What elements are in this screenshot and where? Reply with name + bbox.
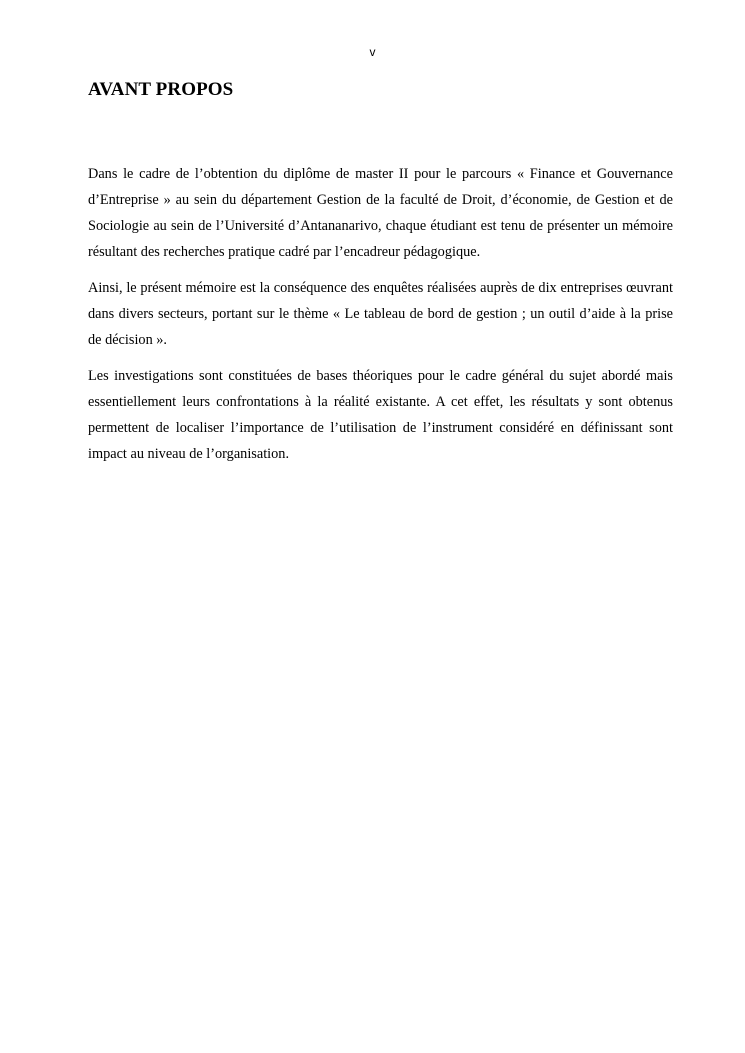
paragraph-context: Dans le cadre de l’obtention du diplôme de master II pour le parcours « Finance et Gouvernance d’Entreprise » au sein du département Gestion de la faculté de Droit, d’économie, de Gestion et de Sociologie au sein de l’Université d’Antananarivo, chaque étudiant est tenu de présenter un mémoire résultant des recherches pratique cadré par l’encadreur pédagogique. [88, 166, 673, 260]
section-title: AVANT PROPOS [88, 79, 234, 100]
paragraph-investigations: Les investigations sont constituées de bases théoriques pour le cadre général du sujet abordé mais essentiellement leurs confrontations à la réalité existante. A cet effet, les résultats y sont obtenus permettent de localiser l’importance de l’utilisation de l’instrument considéré en définissant sont impact au niveau de l’organisation. [88, 368, 673, 462]
paragraph-purpose: Ainsi, le présent mémoire est la conséquence des enquêtes réalisées auprès de dix entreprises œuvrant dans divers secteurs, portant sur le thème « Le tableau de bord de gestion ; un outil d’aide à la prise de décision ». [88, 280, 673, 348]
page-number: v [369, 45, 376, 59]
body-text [88, 161, 673, 477]
